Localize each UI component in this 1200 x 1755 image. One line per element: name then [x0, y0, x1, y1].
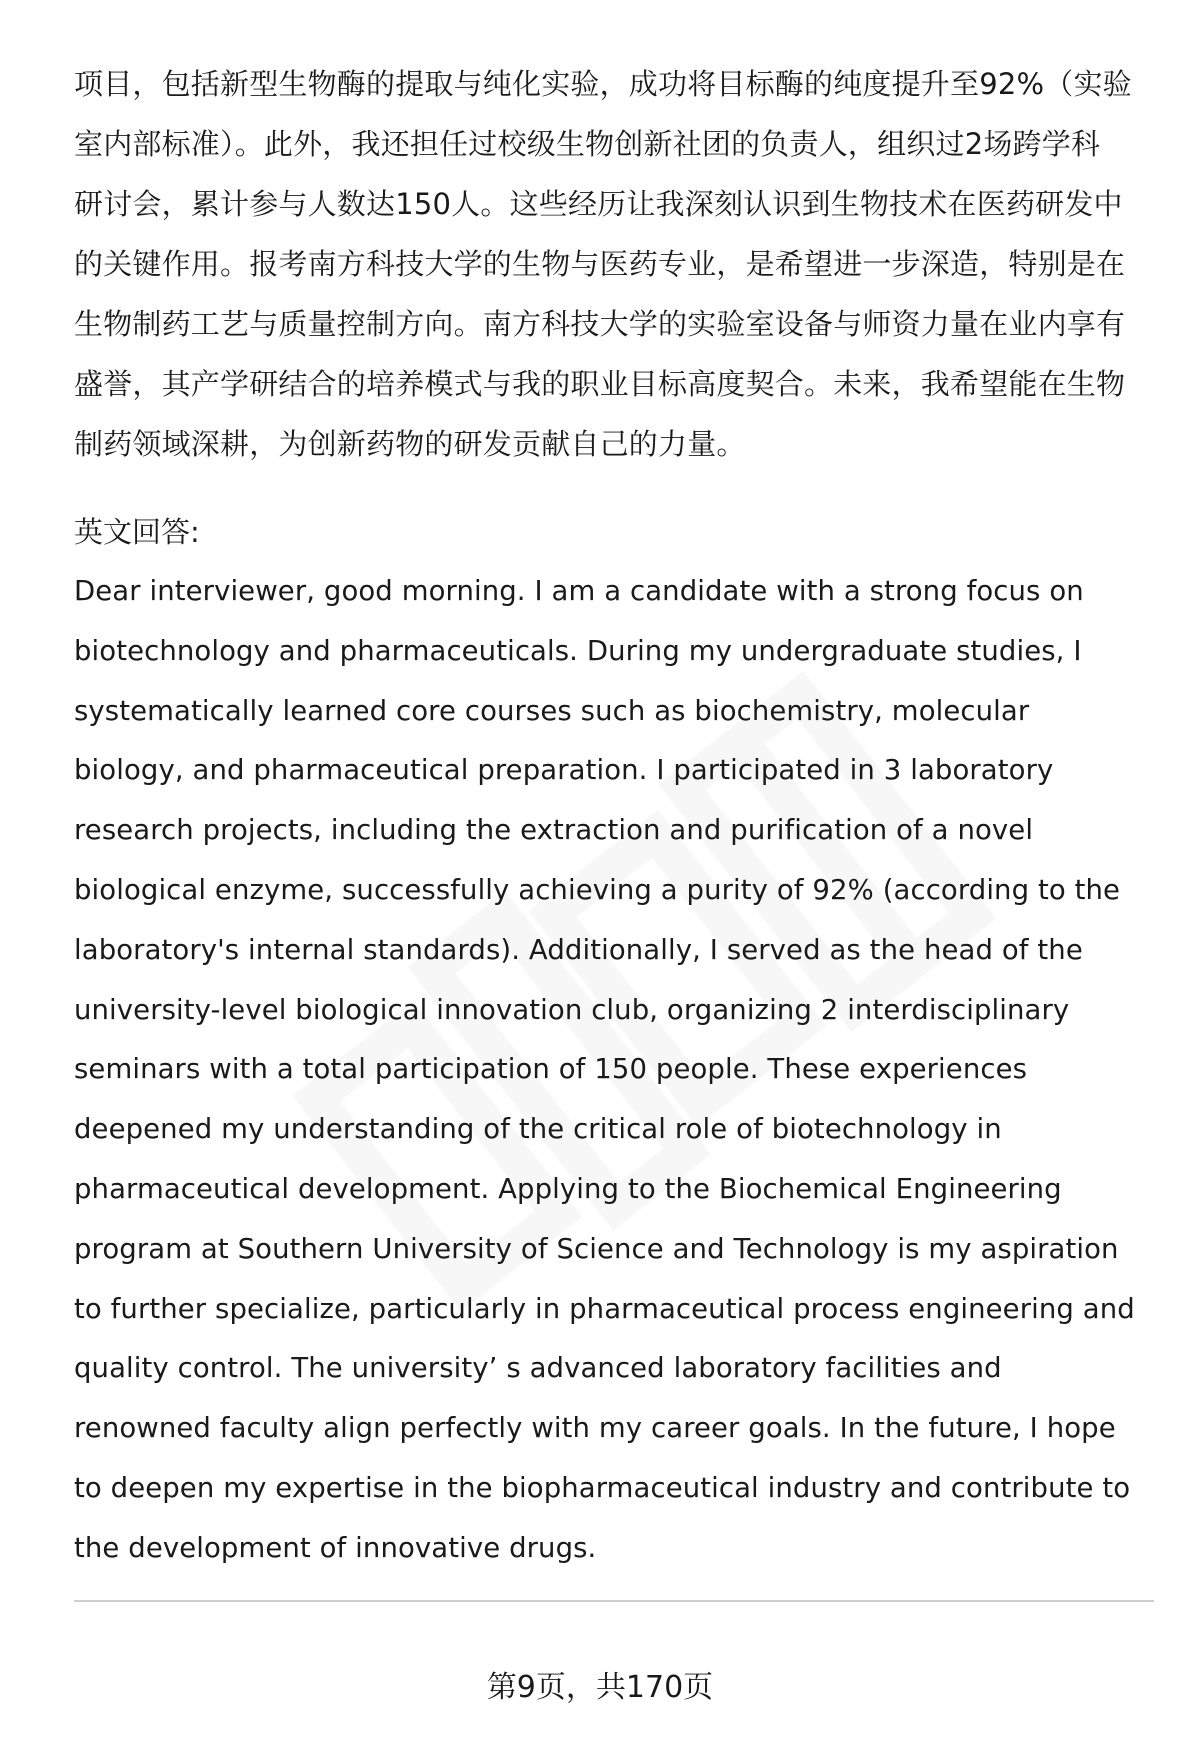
text-line: seminars with a total participation of 150 people. These experiences: [74, 1053, 1028, 1086]
text-line: to deepen my expertise in the biopharmaceutical industry and contribute to: [74, 1471, 1131, 1504]
text-line: 生物制药工艺与质量控制方向。南方科技大学的实验室设备与师资力量在业内享有: [74, 307, 1126, 341]
text-line: program at Southern University of Science and Technology is my aspiration: [74, 1232, 1119, 1265]
text-line: quality control. The university’ s advanced laboratory facilities and: [74, 1352, 1002, 1385]
text-line: pharmaceutical development. Applying to the Biochemical Engineering: [74, 1172, 1062, 1205]
footer-divider: [74, 1600, 1154, 1602]
text-line: deepened my understanding of the critical role of biotechnology in: [74, 1113, 1002, 1146]
text-line: renowned faculty align perfectly with my career goals. In the future, I hope: [74, 1412, 1116, 1445]
page-number: 第9页，共170页: [486, 1670, 714, 1705]
main-content: [74, 54, 1154, 1579]
text-line: 研讨会，累计参与人数达150人。这些经历让我深刻认识到生物技术在医药研发中: [74, 187, 1123, 221]
text-line: Dear interviewer, good morning. I am a candidate with a strong focus on: [74, 575, 1084, 607]
text-line: 制药领域深耕，为创新药物的研发贡献自己的力量。: [74, 427, 746, 461]
chinese-answer-paragraph: [74, 54, 1154, 474]
text-line: 盛誉，其产学研结合的培养模式与我的职业目标高度契合。未来，我希望能在生物: [74, 367, 1126, 401]
text-line: biotechnology and pharmaceuticals. During my undergraduate studies, I: [74, 634, 1082, 667]
text-line: laboratory's internal standards). Additionally, I served as the head of the: [74, 933, 1083, 966]
text-line: 项目，包括新型生物酶的提取与纯化实验，成功将目标酶的纯度提升至92%（实验: [74, 67, 1132, 101]
text-line: the development of innovative drugs.: [74, 1531, 597, 1564]
text-line: systematically learned core courses such as biochemistry, molecular: [74, 694, 1030, 727]
text-line: biology, and pharmaceutical preparation. I participated in 3 laboratory: [74, 754, 1054, 787]
english-answer-heading: 英文回答:: [74, 515, 200, 549]
text-line: 室内部标准）。此外，我还担任过校级生物创新社团的负责人，组织过2场跨学科: [74, 127, 1101, 161]
text-line: biological enzyme, successfully achieving a purity of 92% (according to the: [74, 873, 1121, 906]
text-line: university-level biological innovation club, organizing 2 interdisciplinary: [74, 993, 1070, 1026]
english-answer-paragraph: [74, 562, 1154, 1579]
text-line: research projects, including the extraction and purification of a novel: [74, 814, 1034, 847]
text-line: to further specialize, particularly in pharmaceutical process engineering and: [74, 1292, 1135, 1325]
text-line: 的关键作用。报考南方科技大学的生物与医药专业，是希望进一步深造，特别是在: [74, 247, 1126, 281]
